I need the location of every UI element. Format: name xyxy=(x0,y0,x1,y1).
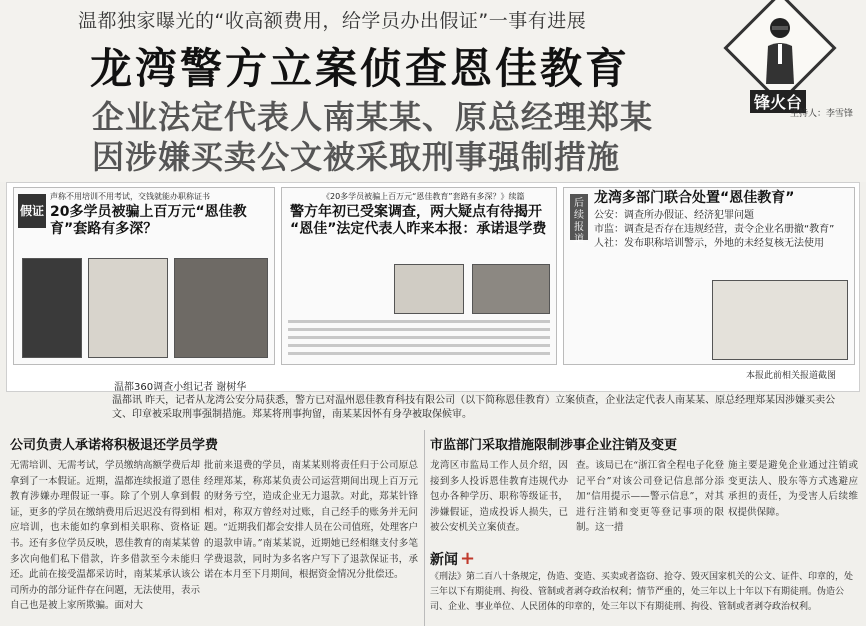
clipping-1 xyxy=(13,187,275,365)
pretitle: 温都独家曝光的“收高额费用，给学员办出假证”一事有进展 xyxy=(78,10,587,32)
news-tag-label: 新闻 xyxy=(430,552,458,568)
body-column-4: 查。该局已在“浙江省全程电子化登记平台”对该公司登记信息部分添加“信用提示——警示信息”，对其进行注销和变更等登记事项的限制。这一措 xyxy=(576,460,724,534)
clipping-3-point-2: 市监：调查是否存在违规经营，责令企业名册撤“教育” xyxy=(594,224,835,235)
clipping-2 xyxy=(281,187,557,365)
clipping-1-kicker: 声称不用培训不用考试，交钱就能办职称证书 xyxy=(50,192,210,201)
fake-certificate-stamp: 假证 xyxy=(18,194,46,228)
columnist-portrait-icon xyxy=(760,14,800,84)
certificate-photo-2 xyxy=(174,258,268,358)
column-name: 锋火台 xyxy=(750,90,806,113)
clipping-1-headline: 20多学员被骗上百万元“恩佳教育”套路有多深？ xyxy=(50,204,247,237)
column-host: 主持人：李雪锋 xyxy=(790,109,854,119)
office-photo xyxy=(472,264,550,314)
inset-clipping-photo xyxy=(712,280,848,360)
clipping-3-headline: 龙湾多部门联合处置“恩佳教育” xyxy=(594,190,795,206)
clipping-2-headline: 警方年初已受案调查，两大疑点有待揭开 “恩佳”法定代表人昨来本报：承诺退学费 xyxy=(290,204,547,237)
clipping-2-body-lines xyxy=(288,320,550,358)
reporter-byline: 温都360调查小组记者 谢树华 xyxy=(114,382,247,393)
subheadline-line-2: 因涉嫌买卖公文被采取刑事强制措施 xyxy=(92,138,621,176)
clipping-3-point-1: 公安：调查所办假证、经济犯罪问题 xyxy=(594,210,754,221)
clippings-caption: 本报此前相关报道截图 xyxy=(746,371,837,381)
main-headline: 龙湾警方立案侦查恩佳教育 xyxy=(90,44,631,93)
lead-paragraph: 温都讯 昨天，记者从龙湾公安分局获悉，警方已对温州恩佳教育科技有限公司（以下简称恩佳教育）立案侦查，企业法定代表人南某某、原总经理郑某因涉嫌买卖公文、印章被采取刑事强制措施。郑某将刑事拘留，南某某因怀有身孕被取保候审。 xyxy=(112,395,836,420)
receipt-photo xyxy=(394,264,464,314)
column-divider xyxy=(424,430,425,626)
criminal-law-excerpt: 《刑法》第二百八十条规定，伪造、变造、买卖或者盗窃、抢夺、毁灭国家机关的公文、证件、印章的，处三年以下有期徒刑、拘役、管制或者剥夺政治权利；情节严重的，处三年以上十年以下有期徒刑。伪造公司、企业、事业单位、人民团体的印章的，处三年以下有期徒刑、拘役、管制或者剥夺政治权利。 xyxy=(430,572,854,612)
clipping-3 xyxy=(563,187,855,365)
body-column-5: 施主要是避免企业通过注销或变更法人、股东等方式逃避应承担的责任，为受害人后续维权提供保障。 xyxy=(728,460,858,518)
clipping-3-points xyxy=(564,207,854,251)
clipping-2-kicker: 《20多学员被骗上百万元“恩佳教育”套路有多深？》续篇 xyxy=(322,192,525,201)
plus-icon: + xyxy=(460,548,476,569)
previous-reports-clippings xyxy=(6,182,860,392)
news-plus-tag xyxy=(430,548,475,569)
columnist-badge xyxy=(732,6,858,118)
section-title-regulator: 市监部门采取措施限制涉事企业注销及变更 xyxy=(430,438,678,453)
document-photo xyxy=(88,258,168,358)
body-column-2: 批前来退费的学员，南某某则将责任归于公司原总经理郑某，称郑某负责公司运营期间出现上百万元的财务亏空，造成企业无力退款。对此，郑某针锋相对，称双方曾经对过账，自己经手的账务并无问题。“近期我们都会安排人员在公司值班，处理客户的退款申请。”南某某说，近期她已经相继支付多笔学费退款，同时为多名客户写下了退款保证书，承诺在本月至下月期间，根据资金情况分批偿还。 xyxy=(204,460,418,581)
body-column-1: 无需培训、无需考试，学员缴纳高额学费后却拿到了一本假证。近期，温都连续报道了恩佳教育涉嫌办理假证一事。除了个别人拿到假证，更多的学员在缴纳费用后迟迟没有得到相应培训，也未能如约拿到相关职称、资格证书。还有多位学员反映，恩佳教育的南某某曾多次向他们私下借款，许多借款至今未能归还。此前在接受温都采访时，南某某承认该公司所办的部分证件存在问题，无法使用，表示自己也是被上家所欺骗。面对大 xyxy=(10,460,201,612)
clipping-3-point-3: 人社：发布职称培训警示，外地的未经复核无法使用 xyxy=(594,238,824,249)
subheadline-line-1: 企业法定代表人南某某、原总经理郑某 xyxy=(92,98,654,136)
newspaper-header xyxy=(0,0,866,182)
section-title-refund: 公司负责人承诺将积极退还学员学费 xyxy=(10,438,219,453)
follow-up-tag: 后续报道 xyxy=(570,194,588,240)
certificate-photo xyxy=(22,258,82,358)
body-column-3: 龙湾区市监局工作人员介绍，因接到多人投诉恩佳教育违规代办包办各种学历、职称等级证书，涉嫌假证，造成投诉人损失，已被公安机关立案侦查。 xyxy=(430,460,568,534)
